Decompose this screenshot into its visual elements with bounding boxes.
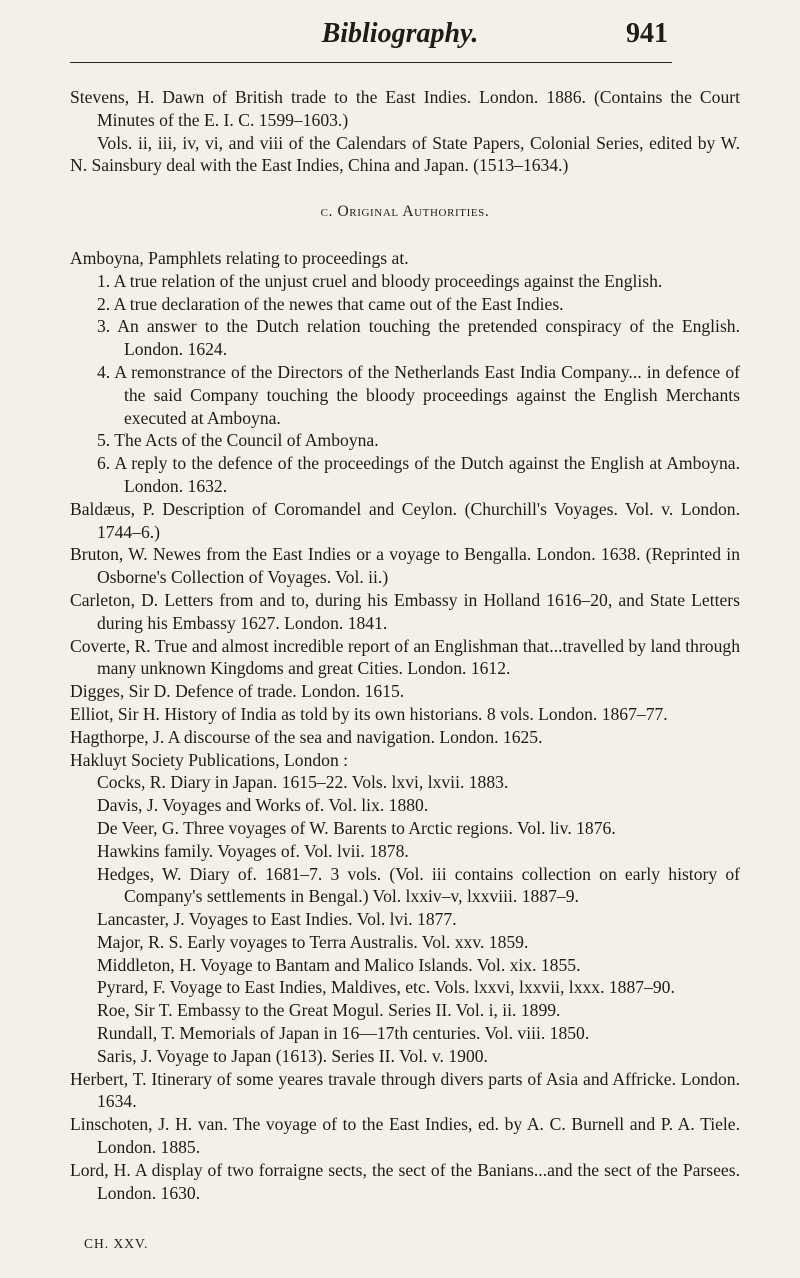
list-item: Hedges, W. Diary of. 1681–7. 3 vols. (Vol. iii contains collection on early history of Company's settlements in Bengal.) Vol. lxxiv–v, lxxviii. 1887–9. [97,863,740,907]
bib-entry: Elliot, Sir H. History of India as told by its own historians. 8 vols. London. 1867–77. [70,703,668,724]
section-heading: c. Original Authorities. [320,203,490,221]
list-item: Davis, J. Voyages and Works of. Vol. lix. 1880. [97,795,429,816]
list-item: Major, R. S. Early voyages to Terra Australis. Vol. xxv. 1859. [97,931,529,952]
list-item: Cocks, R. Diary in Japan. 1615–22. Vols. lxvi, lxvii. 1883. [97,772,509,793]
bib-entry: Coverte, R. True and almost incredible report of an Englishman that...travelled by land through many unknown Kingdoms and great Cities. London. 1612. [70,635,740,679]
entry-stevens: Stevens, H. Dawn of British trade to the East Indies. London. 1886. (Contains the Court Minutes of the E. I. C. 1599–1603.) [70,87,740,130]
bib-entry: Bruton, W. Newes from the East Indies or a voyage to Bengalla. London. 1638. (Reprinted in Osborne's Collection of Voyages. Vol. ii.) [70,544,740,588]
bib-entry: Linschoten, J. H. van. The voyage of to the East Indies, ed. by A. C. Burnell and P. A. Tiele. London. 1885. [70,1114,740,1158]
list-item: 6. A reply to the defence of the proceedings of the Dutch against the English at Amboyna. London. 1632. [97,453,740,496]
amboyna-pamphlet-list [70,270,740,498]
entry-amboyna: Amboyna, Pamphlets relating to proceedings at. [70,247,409,268]
chapter-footer: CH. XXV. [84,1236,149,1251]
running-head [0,14,800,66]
list-item: 2. A true declaration of the newes that came out of the East Indies. [97,293,564,314]
bib-entry: Herbert, T. Itinerary of some yeares travale through divers parts of Asia and Affricke. London. 1634. [70,1068,740,1112]
page-title: Bibliography. [321,18,479,49]
list-item: Pyrard, F. Voyage to East Indies, Maldives, etc. Vols. lxxvi, lxxvii, lxxx. 1887–90. [97,977,675,998]
list-item: 1. A true relation of the unjust cruel and bloody proceedings against the English. [97,270,663,291]
header-rule [70,62,672,63]
bib-entry: Baldæus, P. Description of Coromandel and Ceylon. (Churchill's Voyages. Vol. v. London. 1744–6.) [70,498,740,542]
bib-entry: Lord, H. A display of two forraigne sects, the sect of the Banians...and the sect of the Parsees. London. 1630. [70,1159,740,1203]
list-item: Saris, J. Voyage to Japan (1613). Series II. Vol. v. 1900. [97,1045,488,1066]
entry-calendars: Vols. ii, iii, iv, vi, and viii of the Calendars of State Papers, Colonial Series, edited by W. N. Sainsbury deal with the East Indies, China and Japan. (1513–1634.) [70,132,740,176]
list-item: Rundall, T. Memorials of Japan in 16—17th centuries. Vol. viii. 1850. [97,1023,590,1044]
list-item: 3. An answer to the Dutch relation touching the pretended conspiracy of the English. London. 1624. [97,316,740,360]
list-item: 4. A remonstrance of the Directors of the Netherlands East India Company... in defence of the said Company touching the bloody proceedings against the English Merchants executed at Amboyna. [97,361,740,428]
list-item: 5. The Acts of the Council of Amboyna. [97,430,379,451]
page-number: 941 [626,18,668,49]
bibliography-body [70,86,740,1204]
list-item: De Veer, G. Three voyages of W. Barents to Arctic regions. Vol. liv. 1876. [97,817,616,838]
bib-entry-hakluyt: Hakluyt Society Publications, London : [70,749,349,770]
bib-entry: Carleton, D. Letters from and to, during his Embassy in Holland 1616–20, and State Letters during his Embassy 1627. London. 1841. [70,589,740,633]
bib-entry: Digges, Sir D. Defence of trade. London. 1615. [70,681,405,702]
list-item: Middleton, H. Voyage to Bantam and Malico Islands. Vol. xix. 1855. [97,954,581,975]
hakluyt-list [70,771,740,1067]
bib-entry: Hagthorpe, J. A discourse of the sea and navigation. London. 1625. [70,726,543,747]
list-item: Hawkins family. Voyages of. Vol. lvii. 1878. [97,840,409,861]
list-item: Lancaster, J. Voyages to East Indies. Vol. lvi. 1877. [97,909,457,930]
list-item: Roe, Sir T. Embassy to the Great Mogul. Series II. Vol. i, ii. 1899. [97,1000,561,1021]
